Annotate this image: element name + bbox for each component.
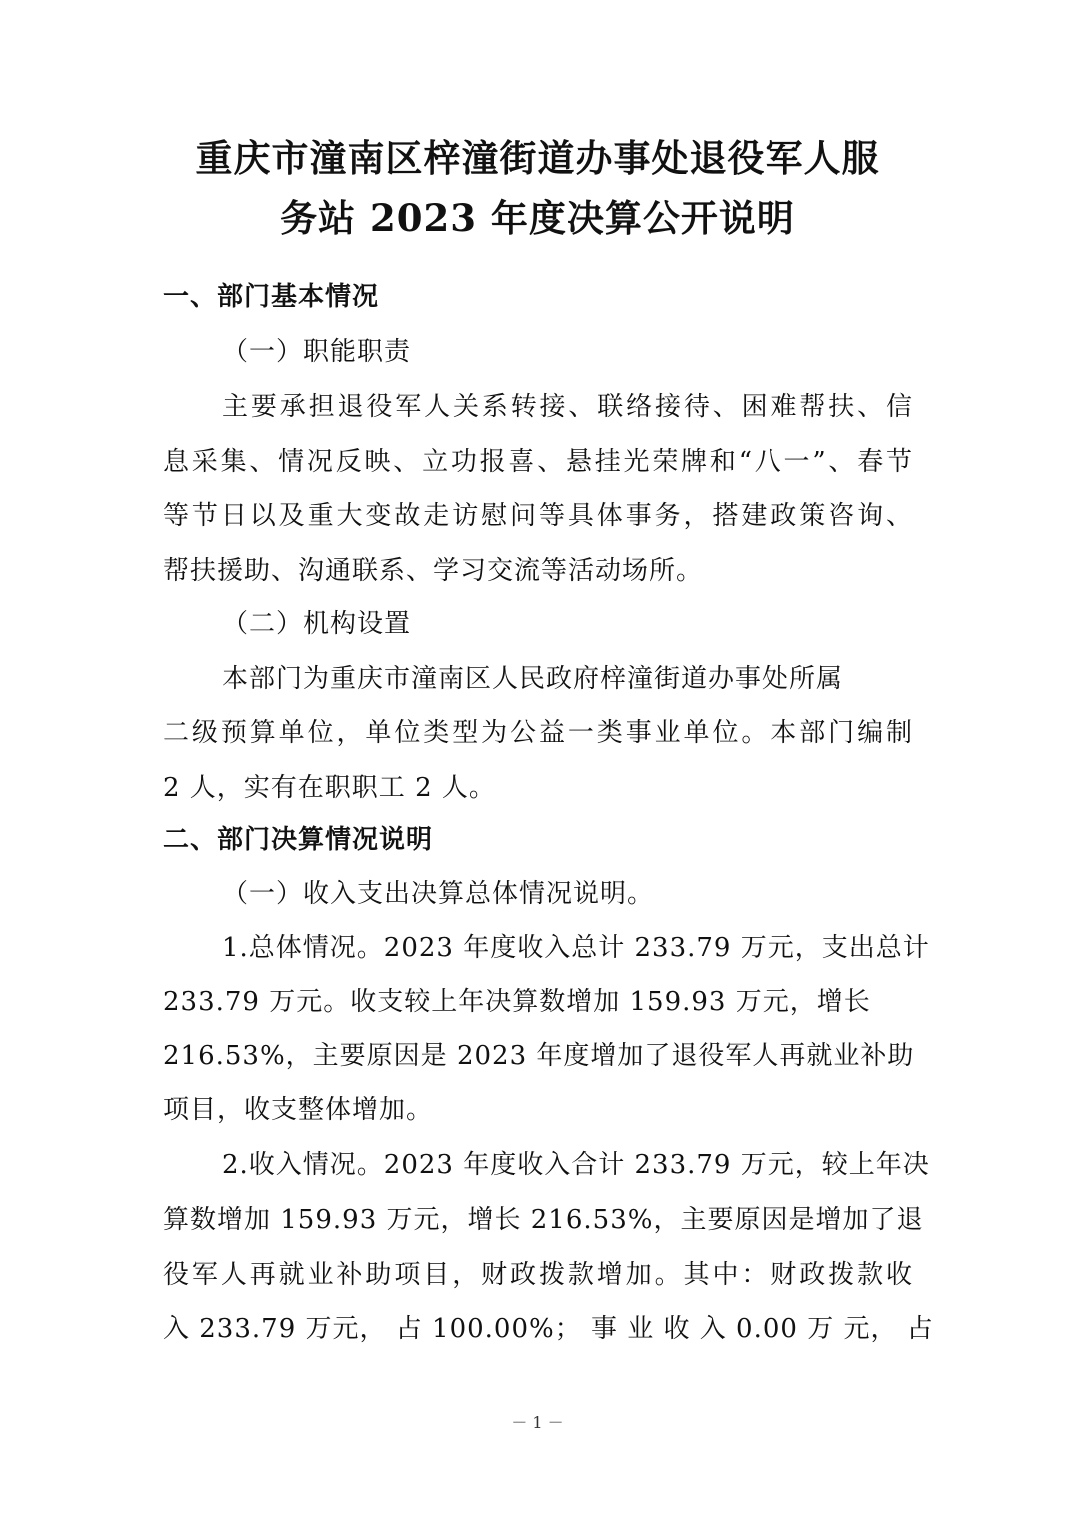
paragraph-line: 216.53%，主要原因是 2023 年度增加了退役军人再就业补助: [163, 1041, 915, 1071]
section-heading: 一、部门基本情况: [163, 282, 380, 312]
paragraph-line: 2 人，实有在职职工 2 人。: [163, 773, 496, 803]
paragraph-line: 项目，收支整体增加。: [163, 1095, 434, 1125]
page-number: － 1 －: [511, 1413, 564, 1432]
subsection-heading: （一）收入支出决算总体情况说明。: [222, 879, 655, 909]
paragraph-line: 2.收入情况。2023 年度收入合计 233.79 万元，较上年决: [222, 1150, 930, 1180]
paragraph-line: 二级预算单位，单位类型为公益一类事业单位。本部门编制: [163, 718, 913, 748]
title-line-1: 重庆市潼南区梓潼街道办事处退役军人服: [195, 136, 880, 180]
section-heading: 二、部门决算情况说明: [163, 825, 434, 855]
paragraph-line: 本部门为重庆市潼南区人民政府梓潼街道办事处所属: [222, 664, 844, 694]
subsection-heading: （二）机构设置: [222, 609, 412, 639]
paragraph-line: 主要承担退役军人关系转接、联络接待、困难帮扶、信: [222, 392, 913, 422]
title-line-2: 务站 2023 年度决算公开说明: [280, 196, 795, 240]
paragraph-line: 入 233.79 万元， 占 100.00%； 事 业 收 入 0.00 万 元， 占: [163, 1314, 934, 1344]
paragraph-line: 等节日以及重大变故走访慰问等具体事务，搭建政策咨询、: [163, 501, 913, 531]
paragraph-line: 息采集、情况反映、立功报喜、悬挂光荣牌和“八一”、春节: [163, 447, 913, 477]
paragraph-line: 帮扶援助、沟通联系、学习交流等活动场所。: [163, 556, 704, 586]
paragraph-line: 算数增加 159.93 万元，增长 216.53%，主要原因是增加了退: [163, 1205, 924, 1235]
subsection-heading: （一）职能职责: [222, 337, 412, 367]
paragraph-line: 233.79 万元。收支较上年决算数增加 159.93 万元，增长: [163, 987, 871, 1017]
paragraph-line: 役军人再就业补助项目，财政拨款增加。其中：财政拨款收: [163, 1260, 913, 1290]
paragraph-line: 1.总体情况。2023 年度收入总计 233.79 万元，支出总计: [222, 933, 930, 963]
